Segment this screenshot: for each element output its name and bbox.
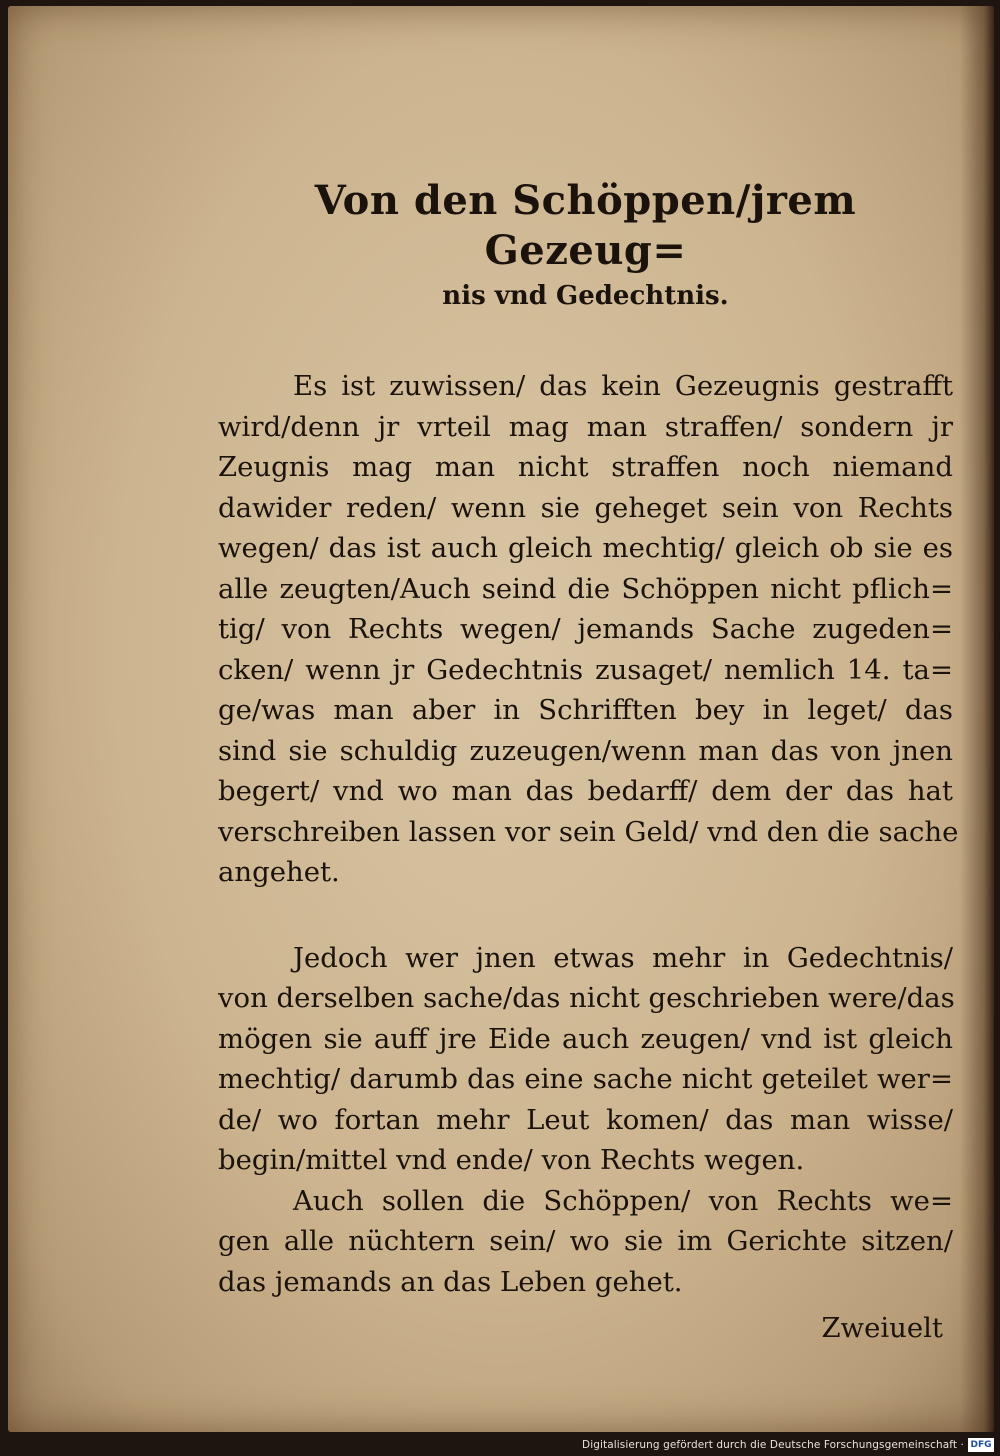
text-line: Zeugnis mag man nicht straffen noch niemand <box>218 451 953 483</box>
text-line: begert/ vnd wo man das bedarff/ dem der das hat <box>218 775 953 807</box>
text-line: mögen sie auff jre Eide auch zeugen/ vnd ist gleich <box>218 1022 953 1055</box>
page-text-block <box>218 176 959 1349</box>
title-line: Von den Schöppen/jrem Gezeug= <box>314 177 857 274</box>
paragraph-2 <box>218 938 953 1181</box>
text-line: wegen/ das ist auch gleich mechtig/ gleich ob sie es <box>218 532 953 564</box>
paragraph-1 <box>218 366 959 893</box>
page-binding-shadow <box>960 6 994 1432</box>
dfg-logo: DFG <box>968 1438 994 1452</box>
text-line: alle zeugten/Auch seind die Schöppen nicht pflich= <box>218 572 953 605</box>
text-line: begin/mittel vnd ende/ von Rechts wegen. <box>218 1144 805 1176</box>
catchword: Zweiuelt <box>821 1312 943 1344</box>
text-line: von derselben sache/das nicht geschrieben were/das <box>218 982 955 1014</box>
text-line: angehet. <box>218 856 340 888</box>
book-page <box>8 6 994 1432</box>
text-line: cken/ wenn jr Gedechtnis zusaget/ nemlich 14. ta= <box>218 653 953 686</box>
text-line: de/ wo fortan mehr Leut komen/ das man wisse/ <box>218 1103 953 1136</box>
text-line: Es ist zuwissen/ das kein Gezeugnis gestrafft <box>293 370 953 402</box>
funding-credit: Digitalisierung gefördert durch die Deutsche Forschungsgemeinschaft · <box>582 1439 964 1451</box>
text-line: wird/denn jr vrteil mag man straffen/ sondern jr <box>218 410 953 443</box>
text-line: verschreiben lassen vor sein Geld/ vnd den die sache <box>218 815 959 848</box>
text-line: tig/ von Rechts wegen/ jemands Sache zugeden= <box>218 613 953 645</box>
paragraph-3 <box>218 1181 953 1303</box>
text-line: Jedoch wer jnen etwas mehr in Gedechtnis/ <box>293 941 953 974</box>
title-line: nis vnd Gedechtnis. <box>442 281 729 311</box>
text-line: gen alle nüchtern sein/ wo sie im Gerichte sitzen/ <box>218 1225 953 1257</box>
text-line: sind sie schuldig zuzeugen/wenn man das von jnen <box>218 734 953 767</box>
text-line: das jemands an das Leben gehet. <box>218 1265 683 1298</box>
text-line: dawider reden/ wenn sie geheget sein von Rechts <box>218 491 953 524</box>
text-line: mechtig/ darumb das eine sache nicht geteilet wer= <box>218 1063 953 1095</box>
text-line: ge/was man aber in Schrifften bey in leget/ das <box>218 694 953 726</box>
page-title <box>218 176 953 316</box>
digitization-footer <box>0 1432 1000 1456</box>
text-line: Auch sollen die Schöppen/ von Rechts we= <box>293 1184 953 1217</box>
